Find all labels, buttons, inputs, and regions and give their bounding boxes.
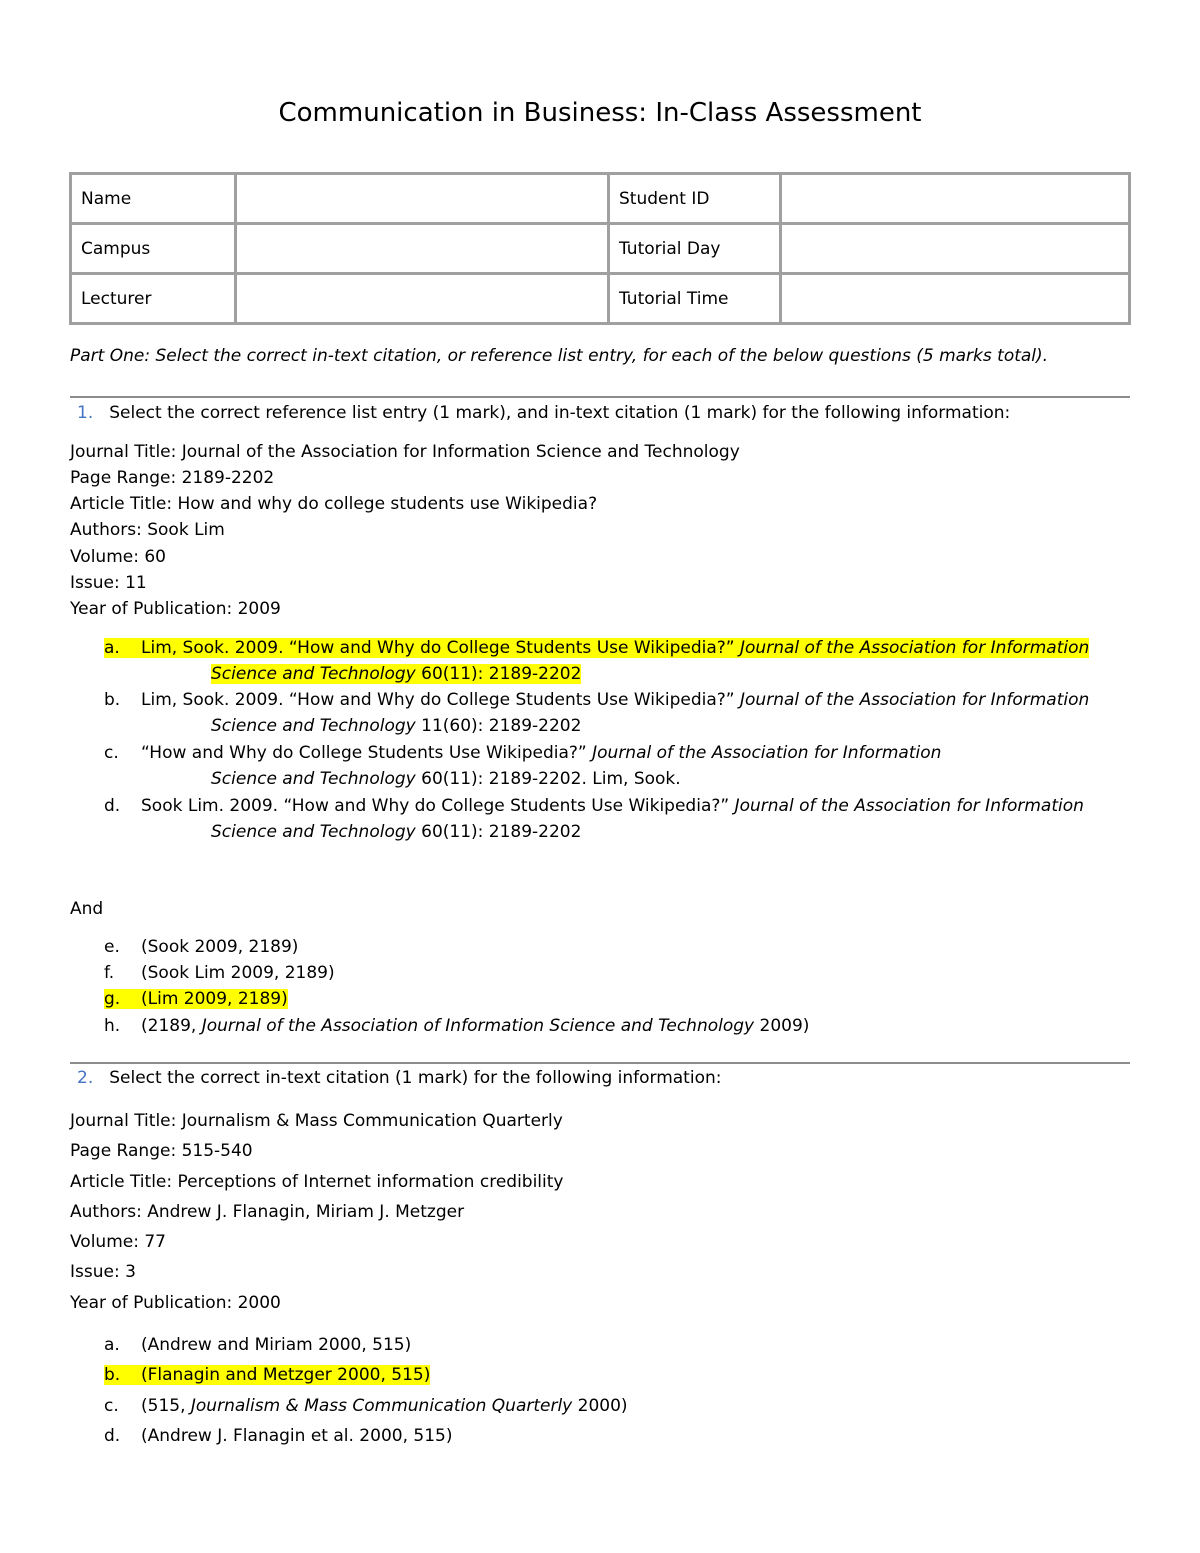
detail-line: Authors: Sook Lim xyxy=(70,520,225,540)
page-title: Communication in Business: In-Class Assessment xyxy=(278,98,922,128)
option-text: (Sook Lim 2009, 2189) xyxy=(141,963,335,983)
option-letter: d. xyxy=(104,796,121,816)
detail-line: Journal Title: Journalism & Mass Communication Quarterly xyxy=(70,1111,563,1131)
detail-line: Volume: 77 xyxy=(70,1232,166,1252)
option-text: 2000) xyxy=(572,1396,628,1416)
option-e[interactable] xyxy=(104,937,298,957)
campus-field[interactable] xyxy=(236,224,609,274)
question-number: 2. xyxy=(77,1068,94,1088)
option-b[interactable] xyxy=(104,1365,430,1385)
option-letter: a. xyxy=(104,638,120,658)
option-text: (Lim 2009, 2189) xyxy=(141,989,288,1009)
option-journal: Journal of the Association for Information xyxy=(734,796,1084,816)
table-row xyxy=(71,274,1130,324)
option-letter: b. xyxy=(104,690,121,710)
question-2-heading xyxy=(77,1068,721,1088)
option-text: 60(11): 2189-2202 xyxy=(415,822,582,842)
name-field[interactable] xyxy=(236,174,609,224)
question-number: 1. xyxy=(77,403,94,423)
detail-line: Page Range: 2189-2202 xyxy=(70,468,275,488)
and-separator: And xyxy=(70,899,104,919)
detail-line: Volume: 60 xyxy=(70,547,166,567)
option-b[interactable] xyxy=(104,690,1089,710)
option-letter: a. xyxy=(104,1335,120,1355)
option-a-continued[interactable] xyxy=(211,664,581,684)
question-1-heading xyxy=(77,403,1010,423)
option-text: 11(60): 2189-2202 xyxy=(415,716,582,736)
option-text: (Flanagin and Metzger 2000, 515) xyxy=(141,1365,431,1385)
option-journal: Journal of the Association for Information xyxy=(592,743,942,763)
option-d-continued[interactable] xyxy=(211,822,581,842)
option-text: (515, xyxy=(141,1396,191,1416)
option-text: (Sook 2009, 2189) xyxy=(141,937,299,957)
option-d[interactable] xyxy=(104,796,1084,816)
option-letter: d. xyxy=(104,1426,121,1446)
option-letter: b. xyxy=(104,1365,121,1385)
tutorial-day-label: Tutorial Day xyxy=(609,224,781,274)
option-b-continued[interactable] xyxy=(211,716,581,736)
option-letter: e. xyxy=(104,937,120,957)
option-letter: c. xyxy=(104,1396,119,1416)
option-text: Lim, Sook. 2009. “How and Why do College Students Use Wikipedia?” xyxy=(141,690,741,710)
question-prompt: Select the correct reference list entry (1 mark), and in-text citation (1 mark) for the following information: xyxy=(109,403,1011,423)
option-text: (Andrew J. Flanagin et al. 2000, 515) xyxy=(141,1426,453,1446)
option-journal: Science and Technology xyxy=(211,822,416,842)
tutorial-time-field[interactable] xyxy=(781,274,1130,324)
part-one-instructions: Part One: Select the correct in-text citation, or reference list entry, for each of the below questions (5 marks total). xyxy=(70,346,1049,366)
option-text: (Andrew and Miriam 2000, 515) xyxy=(141,1335,412,1355)
student-id-label: Student ID xyxy=(609,174,781,224)
option-letter: h. xyxy=(104,1016,121,1036)
option-journal: Journal of the Association for Information xyxy=(740,638,1090,658)
option-c[interactable] xyxy=(104,1396,628,1416)
option-text: 60(11): 2189-2202 xyxy=(415,664,582,684)
option-text: Sook Lim. 2009. “How and Why do College Students Use Wikipedia?” xyxy=(141,796,735,816)
option-text: Lim, Sook. 2009. “How and Why do College Students Use Wikipedia?” xyxy=(141,638,741,658)
name-label: Name xyxy=(71,174,236,224)
option-g[interactable] xyxy=(104,989,288,1009)
option-letter: g. xyxy=(104,989,121,1009)
option-h[interactable] xyxy=(104,1016,809,1036)
option-journal: Science and Technology xyxy=(211,716,416,736)
option-letter: c. xyxy=(104,743,119,763)
option-c-continued[interactable] xyxy=(211,769,681,789)
option-journal: Science and Technology xyxy=(211,664,416,684)
option-d[interactable] xyxy=(104,1426,452,1446)
detail-line: Article Title: How and why do college students use Wikipedia? xyxy=(70,494,598,514)
detail-line: Authors: Andrew J. Flanagin, Miriam J. Metzger xyxy=(70,1202,465,1222)
detail-line: Page Range: 515-540 xyxy=(70,1141,253,1161)
option-text: “How and Why do College Students Use Wikipedia?” xyxy=(141,743,593,763)
detail-line: Issue: 3 xyxy=(70,1262,136,1282)
option-a[interactable] xyxy=(104,1335,411,1355)
option-text: 2009) xyxy=(754,1016,810,1036)
detail-line: Journal Title: Journal of the Association for Information Science and Technology xyxy=(70,442,740,462)
detail-line: Year of Publication: 2000 xyxy=(70,1293,281,1313)
option-journal: Journal of the Association of Information Science and Technology xyxy=(201,1016,755,1036)
detail-line: Year of Publication: 2009 xyxy=(70,599,281,619)
lecturer-label: Lecturer xyxy=(71,274,236,324)
option-journal: Science and Technology xyxy=(211,769,416,789)
detail-line: Article Title: Perceptions of Internet information credibility xyxy=(70,1172,564,1192)
option-text: (2189, xyxy=(141,1016,202,1036)
student-id-field[interactable] xyxy=(781,174,1130,224)
tutorial-time-label: Tutorial Time xyxy=(609,274,781,324)
table-row xyxy=(71,224,1130,274)
option-journal: Journalism & Mass Communication Quarterly xyxy=(190,1396,573,1416)
option-f[interactable] xyxy=(104,963,335,983)
student-info-table xyxy=(69,172,1131,325)
option-letter: f. xyxy=(104,963,115,983)
divider xyxy=(70,1062,1130,1064)
option-a[interactable] xyxy=(104,638,1089,658)
lecturer-field[interactable] xyxy=(236,274,609,324)
divider xyxy=(70,396,1130,398)
option-text: 60(11): 2189-2202. Lim, Sook. xyxy=(415,769,681,789)
detail-line: Issue: 11 xyxy=(70,573,147,593)
table-row xyxy=(71,174,1130,224)
tutorial-day-field[interactable] xyxy=(781,224,1130,274)
option-journal: Journal of the Association for Information xyxy=(740,690,1090,710)
option-c[interactable] xyxy=(104,743,941,763)
question-prompt: Select the correct in-text citation (1 mark) for the following information: xyxy=(109,1068,722,1088)
campus-label: Campus xyxy=(71,224,236,274)
